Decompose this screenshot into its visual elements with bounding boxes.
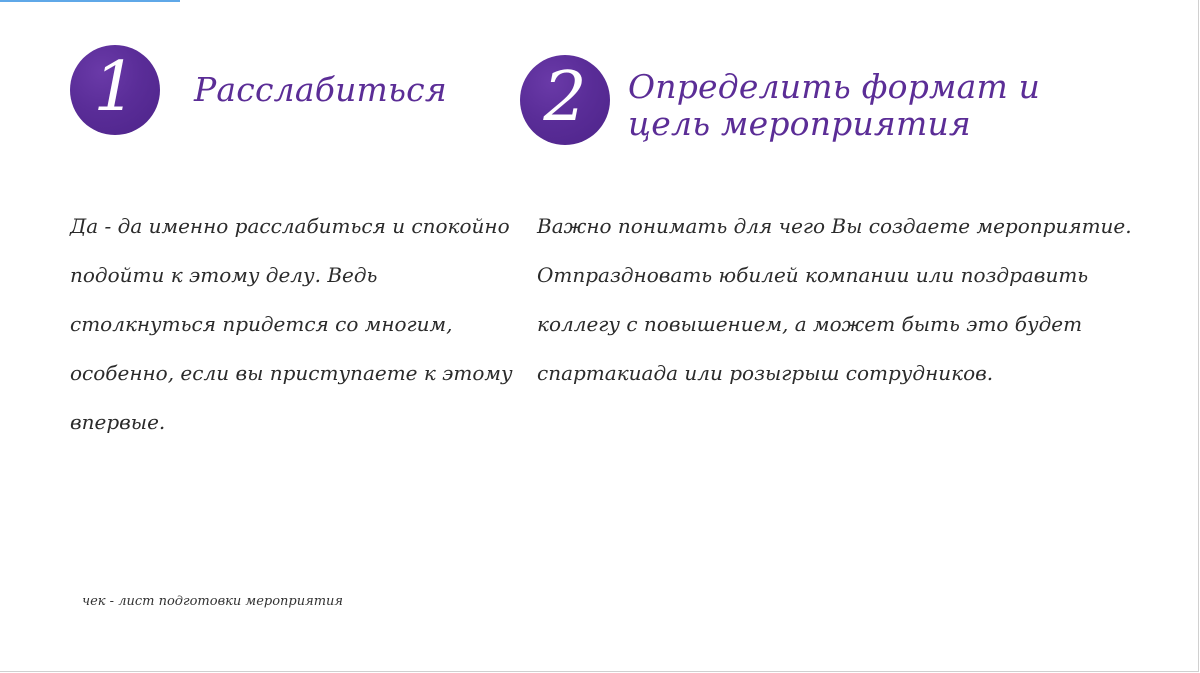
step-2-heading: Определить формат и цель мероприятия (628, 67, 1041, 143)
top-accent-line (0, 0, 180, 2)
step-2-number: 2 (543, 58, 587, 137)
step-2-description: Важно понимать для чего Вы создаете мероприятие. Отпраздновать юбилей компании или поздравить коллегу с повышением, а может быть это будет спартакиада или розыгрыш сотрудников. (537, 214, 1132, 385)
step-2-number-badge (520, 55, 610, 145)
step-1-number: 1 (93, 48, 137, 127)
slide-footer: чек - лист подготовки мероприятия (82, 594, 344, 609)
step-1-description: Да - да именно расслабиться и спокойно подойти к этому делу. Ведь столкнуться придется со многим, особенно, если вы приступаете к этому впервые. (70, 214, 513, 434)
step-1-heading: Расслабиться (194, 70, 447, 109)
step-1-number-badge (70, 45, 160, 135)
